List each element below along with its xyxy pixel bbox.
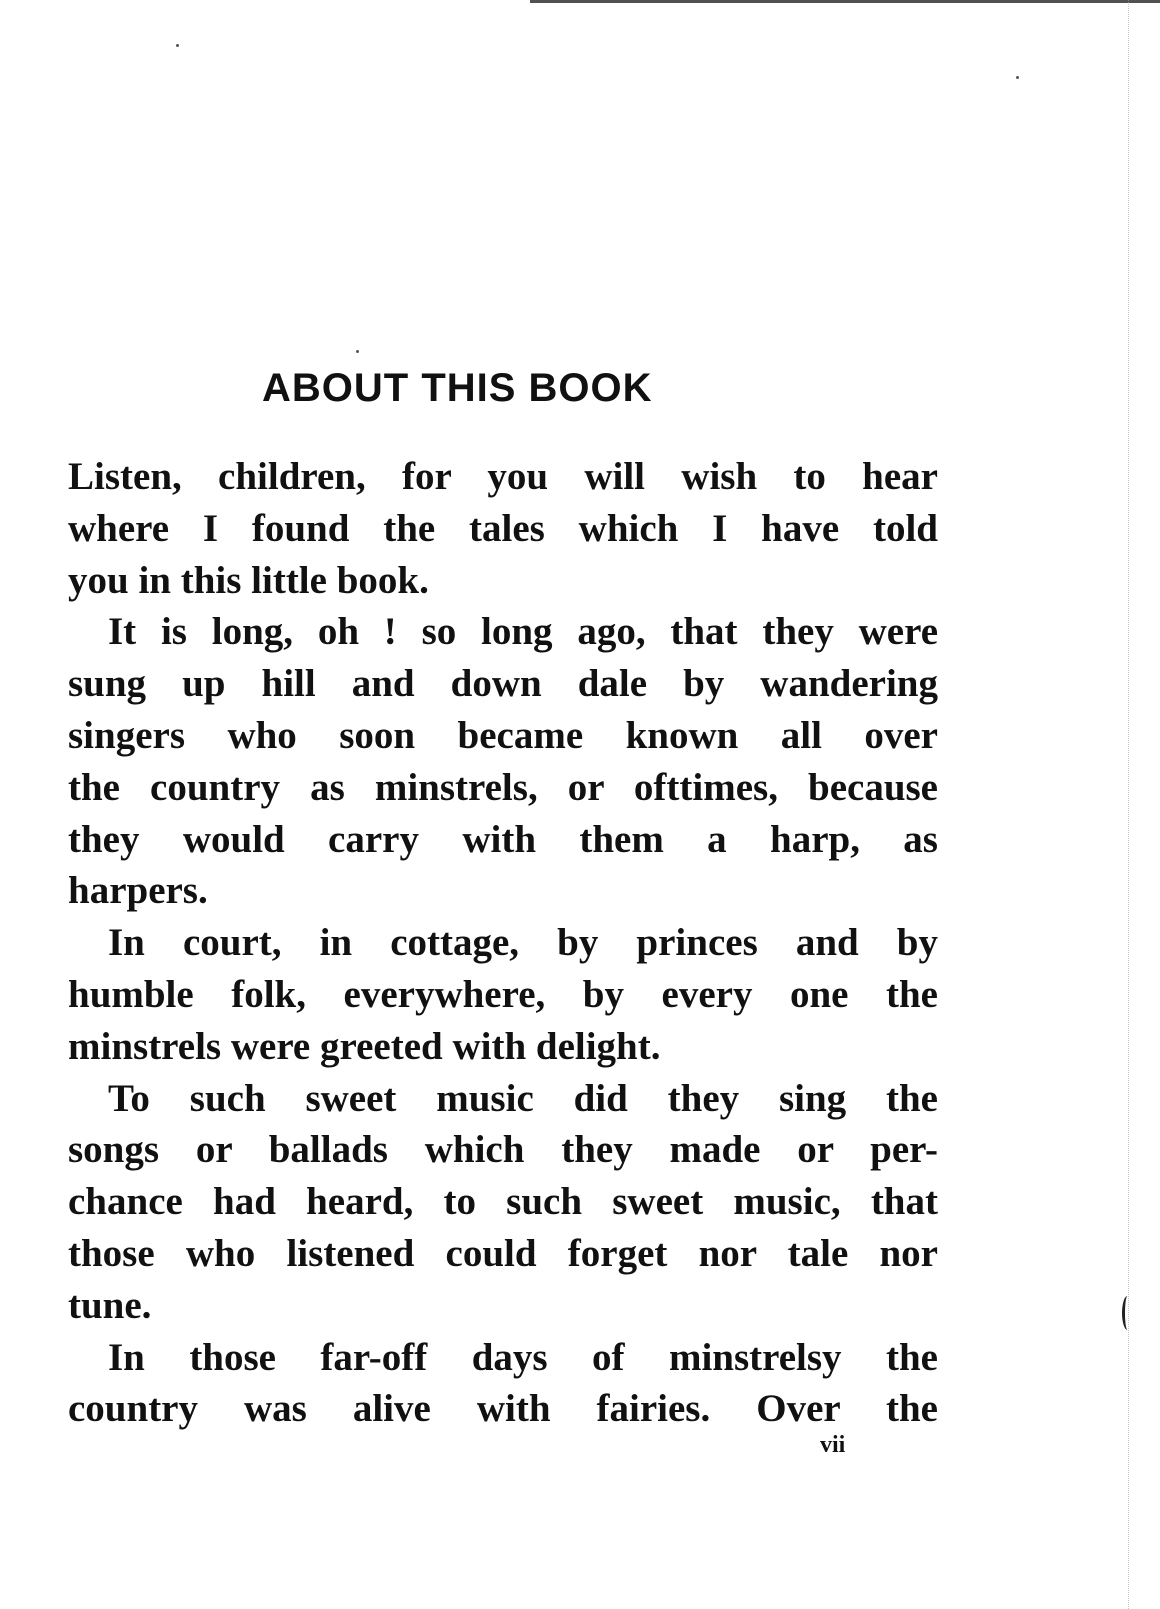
text-line: In court, in cottage, by princes and by [108,921,938,965]
text-line: Listen, children, for you will wish to hear [68,455,938,498]
text-line: country was alive with fairies. Over the [68,1387,938,1431]
text-line: chance had heard, to such sweet music, that [68,1180,938,1224]
text-line: sung up hill and down dale by wandering [68,662,938,706]
text-line: songs or ballads which they made or per- [68,1128,938,1172]
scan-top-edge [530,0,1160,3]
body-text [68,451,938,1435]
text-line: where I found the tales which I have told [68,506,938,550]
scan-speck [176,44,179,47]
text-line: humble folk, everywhere, by every one the [68,972,938,1016]
text-line: the country as minstrels, or ofttimes, because [68,765,938,809]
scan-speck [1016,76,1019,79]
page-number: vii [820,1432,846,1458]
text-line: they would carry with them a harp, as [68,817,938,861]
text-line: In those far-off days of minstrelsy the [108,1335,938,1379]
scan-edge-mark [1122,1296,1133,1330]
scan-speck [356,350,359,353]
text-line: you in this little book. [68,558,429,602]
text-line: It is long, oh ! so long ago, that they were [108,610,938,654]
text-line: minstrels were greeted with delight. [68,1024,661,1068]
text-line: To such sweet music did they sing the [108,1076,938,1120]
text-line: singers who soon became known all over [68,713,938,757]
text-line: harpers. [68,869,208,913]
text-line: those who listened could forget nor tale nor [68,1231,938,1275]
text-line: tune. [68,1283,152,1327]
page-title: ABOUT THIS BOOK [262,366,653,410]
scan-right-edge [1128,0,1131,1609]
